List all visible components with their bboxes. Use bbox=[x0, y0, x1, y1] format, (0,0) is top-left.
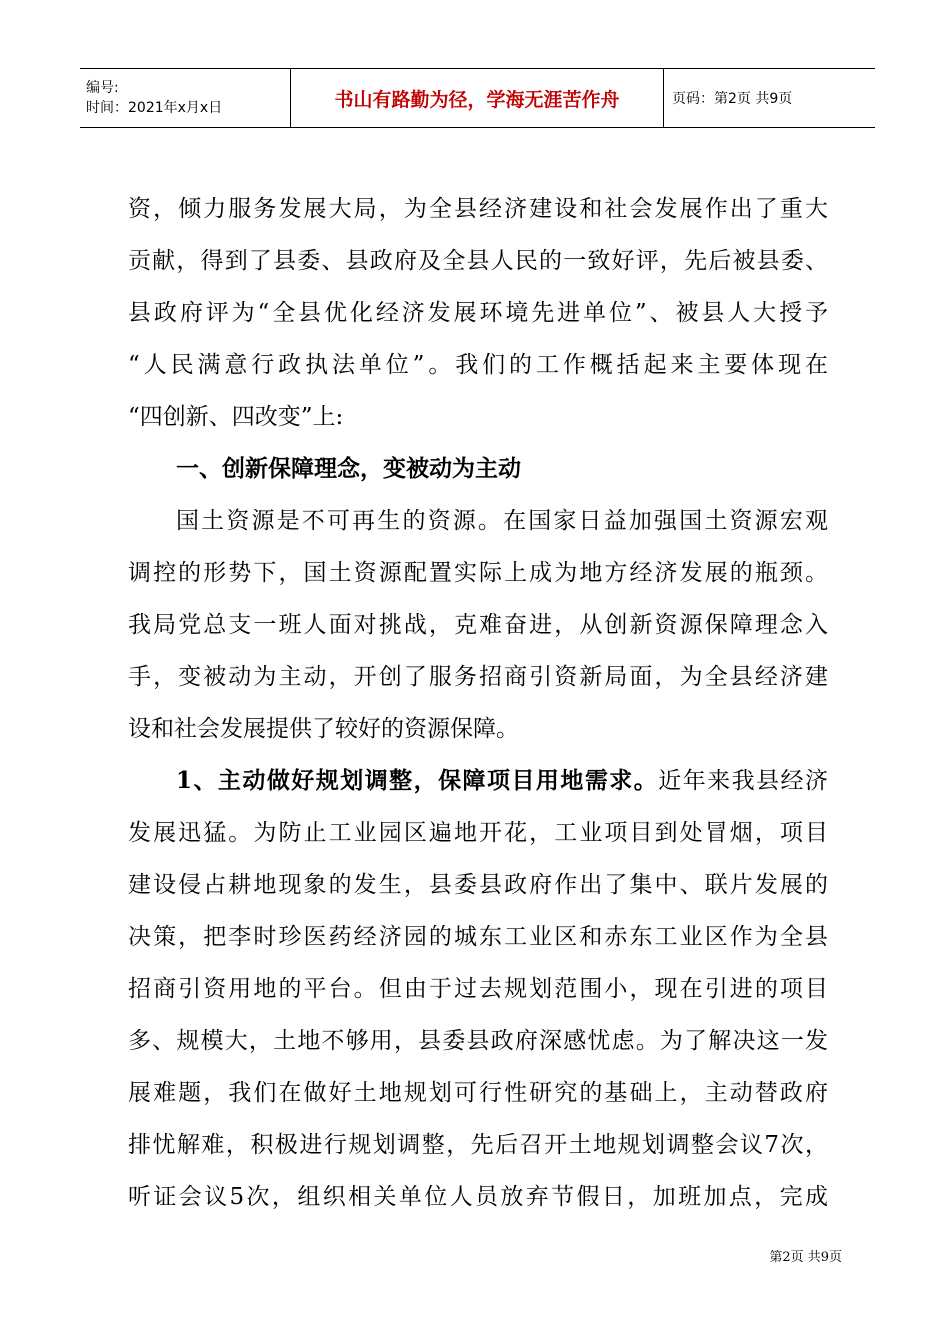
body-line: “人民满意行政执法单位”。我们的工作概括起来主要体现在 bbox=[128, 352, 828, 378]
body-line: 贡献，得到了县委、县政府及全县人民的一致好评，先后被县委、 bbox=[128, 248, 828, 274]
body-line: 排忧解难，积极进行规划调整，先后召开土地规划调整会议7次， bbox=[128, 1132, 828, 1158]
body-line: 调控的形势下，国土资源配置实际上成为地方经济发展的瓶颈。 bbox=[128, 560, 828, 586]
subsection-title: 1、主动做好规划调整，保障项目用地需求。 bbox=[176, 767, 659, 794]
body-line: 县政府评为“全县优化经济发展环境先进单位”、被县人大授予 bbox=[128, 300, 828, 326]
body-line: 建设侵占耕地现象的发生，县委县政府作出了集中、联片发展的 bbox=[128, 872, 828, 898]
time-label: 时间：2021年x月x日 bbox=[86, 100, 223, 116]
subsection-line bbox=[128, 755, 828, 807]
header-table bbox=[80, 68, 875, 128]
footer-page-number: 第2页 共9页 bbox=[769, 1250, 842, 1265]
header-page-number: 页码：第2页 共9页 bbox=[664, 69, 876, 128]
body-line: 国土资源是不可再生的资源。在国家日益加强国土资源宏观 bbox=[176, 508, 828, 534]
document-body bbox=[128, 183, 828, 1223]
body-line: 展难题，我们在做好土地规划可行性研究的基础上，主动替政府 bbox=[128, 1080, 828, 1106]
body-line: “四创新、四改变”上: bbox=[128, 404, 344, 430]
body-line: 决策，把李时珍医药经济园的城东工业区和赤东工业区作为全县 bbox=[128, 924, 828, 950]
body-line: 资，倾力服务发展大局，为全县经济建设和社会发展作出了重大 bbox=[128, 196, 828, 222]
body-line: 设和社会发展提供了较好的资源保障。 bbox=[128, 716, 519, 742]
body-line: 多、规模大，土地不够用，县委县政府深感忧虑。为了解决这一发 bbox=[128, 1028, 828, 1054]
serial-label: 编号: bbox=[86, 80, 119, 96]
subsection-text: 近年来我县经济 bbox=[658, 768, 828, 794]
body-line: 招商引资用地的平台。但由于过去规划范围小，现在引进的项目 bbox=[128, 976, 828, 1002]
body-line: 听证会议5次，组织相关单位人员放弃节假日，加班加点，完成 bbox=[128, 1184, 828, 1210]
body-line: 我局党总支一班人面对挑战，克难奋进，从创新资源保障理念入 bbox=[128, 612, 828, 638]
body-line: 手，变被动为主动，开创了服务招商引资新局面，为全县经济建 bbox=[128, 664, 828, 690]
header-motto: 书山有路勤为径，学海无涯苦作舟 bbox=[291, 69, 664, 128]
body-line: 发展迅猛。为防止工业园区遍地开花，工业项目到处冒烟，项目 bbox=[128, 820, 828, 846]
header-meta bbox=[80, 69, 291, 128]
section-heading: 一、创新保障理念，变被动为主动 bbox=[176, 456, 521, 482]
